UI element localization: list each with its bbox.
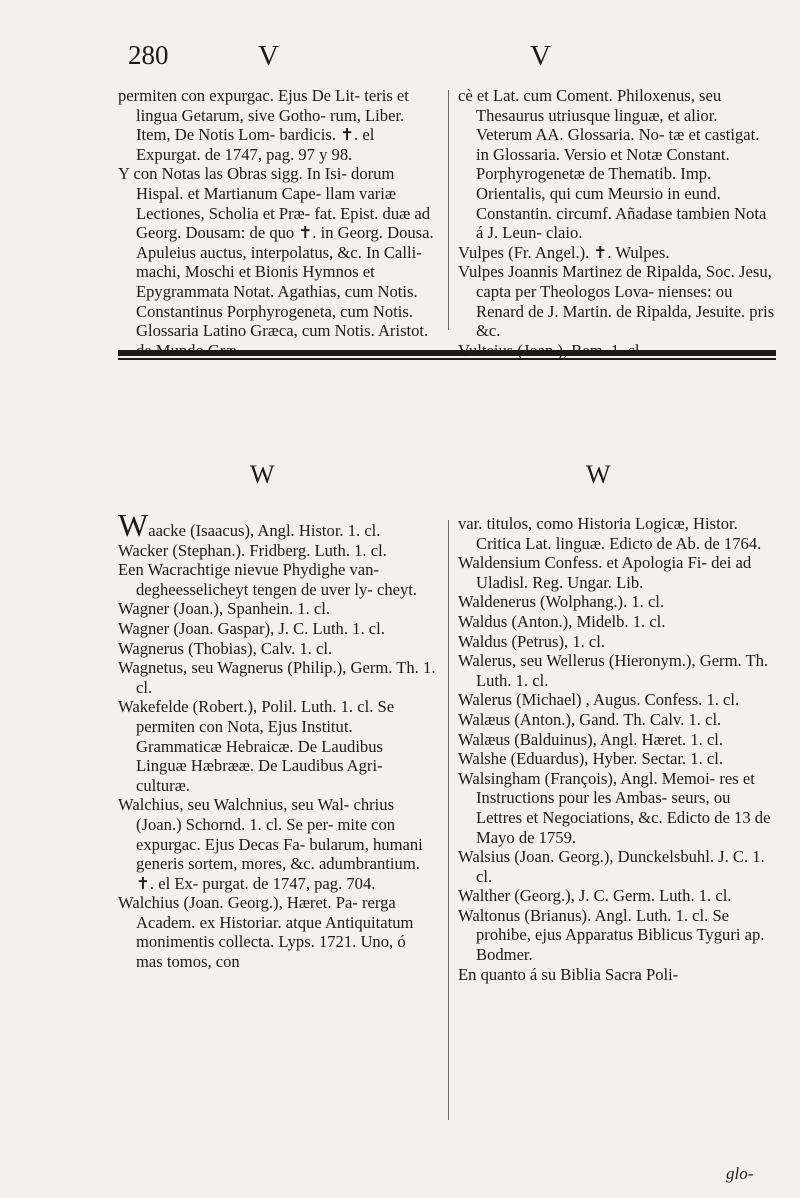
- drop-cap: W: [118, 507, 149, 543]
- entry-paragraph: Vulpes Joannis Martinez de Ripalda, Soc. Jesu, capta per Theologos Lova- nienses: ou Renard de J. Martin. de Ripalda, Jesuite. pris &c.: [458, 262, 775, 341]
- section-divider-thick: [118, 350, 776, 356]
- page-header: [0, 40, 800, 80]
- entry-paragraph: Wagner (Joan. Gaspar), J. C. Luth. 1. cl.: [118, 618, 385, 638]
- entry-paragraph: Waldus (Petrus), 1. cl.: [458, 631, 606, 651]
- entry-paragraph: Wagnerus (Thobias), Calv. 1. cl.: [118, 638, 333, 658]
- entry-paragraph: En quanto á su Biblia Sacra Poli-: [458, 964, 679, 984]
- entry-paragraph: var. titulos, como Historia Logicæ, Histor. Critica Lat. linguæ. Edicto de Ab. de 1764.: [458, 514, 762, 553]
- column-rule: [448, 90, 449, 330]
- entry-paragraph: Walsius (Joan. Georg.), Dunckelsbuhl. J. C. 1. cl.: [458, 847, 765, 886]
- entry-paragraph: Wagner (Joan.), Spanhein. 1. cl.: [118, 599, 331, 619]
- entry-paragraph: Wagnetus, seu Wagnerus (Philip.), Germ. Th. 1. cl.: [118, 658, 436, 697]
- entry-paragraph: Walther (Georg.), J. C. Germ. Luth. 1. cl.: [458, 886, 732, 906]
- entry-paragraph: Waldus (Anton.), Midelb. 1. cl.: [458, 611, 666, 631]
- entry-paragraph: Y con Notas las Obras sigg. In Isi- dorum Hispal. et Martianum Cape- llam variæ Lectiones, Scholia et Præ- fat. Epist. duæ ad Georg. Dousam: de quo ✝. in Georg. Dousa. Apuleius auctus, interpolatus, &c. In Calli- machi, Moschi et Bionis Hymnos et Epygrammata Notat. Agathias, cum Notis. Constantinus Porphyrogeneta, cum Notis. Glossaria Latino Græca, cum Notis. Aristot.: [118, 164, 434, 341]
- entry-paragraph: Walchius (Joan. Georg.), Hæret. Pa- rerga Academ. ex Historiar. atque Antiquitatum monimentis collecta. Lyps. 1721. Uno, ó mas tomos, con: [118, 893, 414, 972]
- top-left-column: [118, 86, 436, 360]
- section-heading-left: W: [250, 460, 275, 489]
- entry-paragraph: Walæus (Balduinus), Angl. Hæret. 1. cl.: [458, 729, 724, 749]
- section-heading-right: W: [586, 460, 611, 489]
- running-head-left: V: [258, 40, 279, 72]
- entry-paragraph: cè et Lat. cum Coment. Philoxenus, seu Thesaurus utriusque linguæ, et alior. Veterum AA. Glossaria. No- tæ et castigat. in Glossaria. Versio et Notæ Constant. Porphyrogenetæ de Thematib. Imp. Orientalis, qui cum Meursio in eund. Constantin. circumf. Añadase tambien Nota á J. Leun- claio.: [458, 86, 767, 243]
- entry-paragraph: Walshe (Eduardus), Hyber. Sectar. 1. cl.: [458, 749, 724, 769]
- bottom-left-column: [118, 507, 436, 972]
- entry-paragraph: Walsingham (François), Angl. Memoi- res et Instructions pour les Ambas- seurs, ou Lettres et Negociations, &c. Edicto de 13 de Mayo de 1759.: [458, 768, 771, 847]
- entry-text: aacke (Isaacus), Angl. Histor. 1. cl.: [148, 521, 381, 540]
- entry-paragraph: [118, 507, 436, 543]
- section-divider-thin: [118, 358, 776, 360]
- entry-paragraph: Vulpes (Fr. Angel.). ✝. Wulpes.: [458, 242, 670, 262]
- running-head-right: V: [530, 40, 551, 72]
- entry-paragraph: Wakefelde (Robert.), Polil. Luth. 1. cl. Se permiten con Nota, Ejus Institut. Grammaticæ Hebraicæ. De Laudibus Linguæ Hæbrææ. De Laudibus Agri- culturæ.: [118, 697, 395, 795]
- catchword: glo-: [726, 1164, 754, 1183]
- entry-paragraph: permiten con expurgac. Ejus De Lit- teris et lingua Getarum, sive Gotho- rum, Liber. Item, De Notis Lom- bardicis. ✝. el Expurgat. de 1747, pag. 97 y 98.: [118, 86, 409, 164]
- entry-paragraph: Waltonus (Brianus). Angl. Luth. 1. cl. Se prohibe, ejus Apparatus Biblicus Tyguri ap. Bodmer.: [458, 905, 765, 965]
- page-number: 280: [128, 40, 169, 70]
- entry-paragraph: Waldenerus (Wolphang.). 1. cl.: [458, 592, 665, 612]
- top-right-column: [458, 86, 776, 360]
- entry-paragraph: Een Wacrachtige nievue Phydighe van- degheesselicheyt tengen de uver ly- cheyt.: [118, 560, 418, 599]
- column-rule: [448, 520, 449, 1120]
- entry-paragraph: Walerus (Michael) , Augus. Confess. 1. cl.: [458, 690, 740, 710]
- entry-paragraph: Walerus, seu Wellerus (Hieronym.), Germ. Th. Luth. 1. cl.: [458, 651, 769, 690]
- bottom-right-column: [458, 514, 776, 984]
- entry-paragraph: Walæus (Anton.), Gand. Th. Calv. 1. cl.: [458, 709, 722, 729]
- entry-paragraph: Wacker (Stephan.). Fridberg. Luth. 1. cl.: [118, 540, 387, 560]
- entry-paragraph: Waldensium Confess. et Apologia Fi- dei ad Uladisl. Reg. Ungar. Lib.: [458, 553, 752, 592]
- entry-paragraph: Walchius, seu Walchnius, seu Wal- chrius (Joan.) Schornd. 1. cl. Se per- mite con expurgac. Ejus Decas Fa- bularum, humani generis sortem, mores, &c. adumbrantium. ✝. el Ex- purgat. de 1747, pag. 704.: [118, 795, 423, 893]
